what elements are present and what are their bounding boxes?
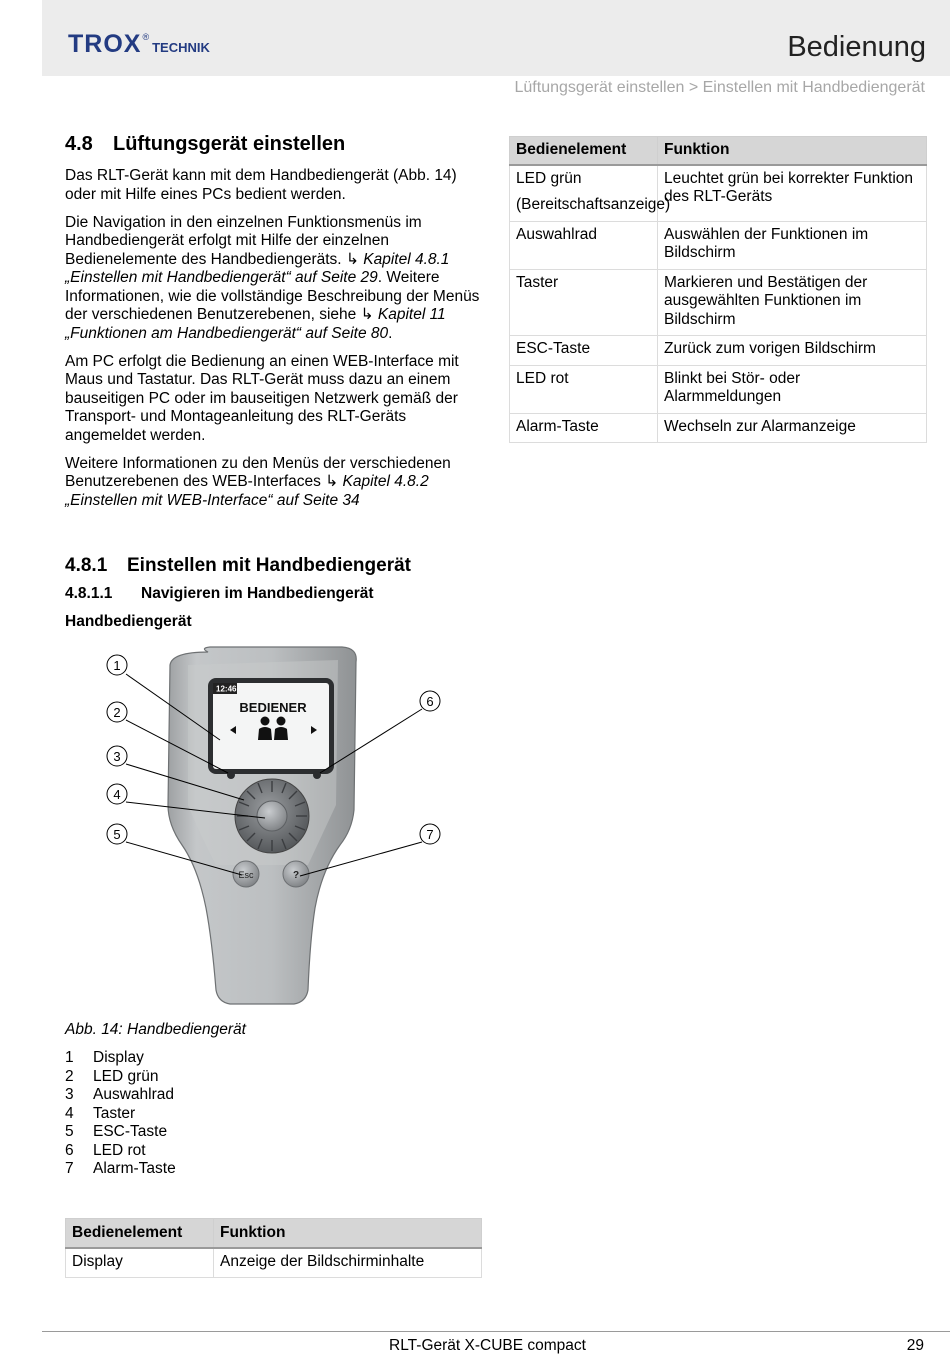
column-header: Funktion: [658, 137, 927, 165]
column-header: Funktion: [214, 1219, 482, 1248]
chapter-title: Bedienung: [787, 31, 926, 63]
paragraph: Am PC erfolgt die Bedienung an einen WEB-Interface mit Maus und Tastatur. Das RLT-Gerät muss dazu an einem bauseitigen PC oder im bauseitigen Netzwerk gemäß der Transport- und Montageanleitung des RLT-Geräts angemeldet werden.: [65, 352, 459, 444]
push-button: [257, 801, 287, 831]
callout-label-3: 3: [113, 749, 121, 764]
subsubsection-title: Navigieren im Handbediengerät: [141, 585, 374, 602]
controls-function-table: [509, 136, 927, 443]
table-cell: Zurück zum vorigen Bildschirm: [658, 336, 927, 366]
table-row: [510, 221, 927, 269]
table-cell: Markieren und Bestätigen der ausgewählten Funktionen im Bildschirm: [658, 269, 927, 336]
reference-arrow-icon: ↳: [360, 306, 374, 323]
table-cell: Wechseln zur Alarmanzeige: [658, 413, 927, 443]
legend-item: 4 Taster: [65, 1104, 136, 1122]
subsection-number: 4.8.1: [65, 555, 108, 576]
table-header-row: [510, 137, 927, 165]
logo-registered-mark: ®: [142, 32, 150, 42]
trox-logo: [68, 30, 210, 59]
screen-time-text: 12:46: [216, 684, 237, 694]
callout-label-6: 6: [426, 694, 434, 709]
table-cell: Alarm-Taste: [510, 413, 658, 443]
display-function-table: [65, 1218, 482, 1278]
callout-label-4: 4: [113, 787, 121, 802]
column-header: Bedienelement: [510, 137, 658, 165]
table-row: [66, 1248, 482, 1278]
legend-item: 2 LED grün: [65, 1067, 159, 1085]
footer-divider: [42, 1331, 950, 1332]
section-heading: [65, 133, 345, 156]
table-cell: Leuchtet grün bei korrekter Funktion des RLT-Geräts: [658, 165, 927, 222]
table-cell: ESC-Taste: [510, 336, 658, 366]
table-cell: Blinkt bei Stör- oder Alarmmeldungen: [658, 365, 927, 413]
legend-item: 3 Auswahlrad: [65, 1086, 174, 1103]
table-row: [510, 365, 927, 413]
section-title: Lüftungsgerät einstellen: [113, 133, 346, 155]
subsection-heading: [65, 555, 411, 577]
legend-item: 6 LED rot: [65, 1141, 146, 1159]
table-cell: LED rot: [510, 365, 658, 413]
table-cell: Taster: [510, 269, 658, 336]
table-header-row: [66, 1219, 482, 1248]
table-cell: Auswahlrad: [510, 221, 658, 269]
table-row: [510, 269, 927, 336]
reference-arrow-icon: ↳: [325, 473, 339, 490]
legend-item: 5 ESC-Taste: [65, 1123, 168, 1140]
cross-reference-link[interactable]: ↳ Kapitel 4.8.2 „Einstellen mit WEB-Interface“ auf Seite 34: [65, 473, 429, 509]
table-cell: Auswählen der Funktionen im Bildschirm: [658, 221, 927, 269]
subsubsection-number: 4.8.1.1: [65, 585, 113, 602]
column-header: Bedienelement: [66, 1219, 214, 1248]
subsection-title: Einstellen mit Handbediengerät: [127, 555, 411, 576]
esc-button-label: Esc: [238, 870, 254, 880]
figure-heading: Handbediengerät: [65, 613, 192, 630]
legend-item: 7 Alarm-Taste: [65, 1160, 176, 1177]
table-row: [510, 336, 927, 366]
alarm-button-label: ?: [292, 870, 300, 881]
cross-reference-link[interactable]: ↳ Kapitel 11 „Funktionen am Handbediengerät“ auf Seite 80: [65, 306, 446, 342]
table-cell: Display: [66, 1248, 214, 1278]
page-number: 29: [906, 1337, 924, 1354]
callout-label-1: 1: [113, 658, 121, 673]
subsubsection-heading: [65, 585, 374, 603]
paragraph: Das RLT-Gerät kann mit dem Handbediengerät (Abb. 14) oder mit Hilfe eines PCs bedient werden.: [65, 167, 457, 203]
reference-arrow-icon: ↳: [345, 250, 359, 268]
section-body: [65, 167, 490, 520]
led-red: [313, 771, 321, 779]
figure-legend: [65, 1049, 176, 1179]
footer-document-title: RLT-Gerät X-CUBE compact: [389, 1337, 586, 1354]
table-cell: Anzeige der Bildschirminhalte: [214, 1248, 482, 1278]
led-green: [227, 771, 235, 779]
figure-caption: Abb. 14: Handbediengerät: [65, 1021, 246, 1038]
logo-text: TROX: [68, 30, 142, 58]
breadcrumb: Lüftungsgerät einstellen > Einstellen mit Handbediengerät: [514, 79, 925, 96]
table-cell: LED grün (Bereitschaftsanzeige): [510, 165, 658, 222]
legend-item: 1 Display: [65, 1049, 144, 1066]
screen-label-text: BEDIENER: [239, 700, 307, 715]
table-row: [510, 165, 927, 222]
section-number: 4.8: [65, 133, 93, 155]
logo-subtext: TECHNIK: [152, 40, 210, 55]
callout-label-5: 5: [113, 827, 121, 842]
callout-label-7: 7: [426, 827, 434, 842]
paragraph: Die Navigation in den einzelnen Funktionsmenüs im Handbediengerät erfolgt mit Hilfe der einzelnen Bedienelemente des Handbediengeräts. ↳ Kapitel 4.8.1 „Einstellen mit Handbediengerät“ auf Seite 29. Weitere Informationen, wie die vollständige Beschreibung der Menüs der verschiedenen Benutzerebenen, siehe ↳ Kapitel 11 „Funktionen am Handbediengerät“ auf Seite 80.: [65, 213, 480, 342]
display-screen: [213, 683, 329, 769]
table-row: [510, 413, 927, 443]
paragraph: Weitere Informationen zu den Menüs der verschiedenen Benutzerebenen des WEB-Interfaces ↳ Kapitel 4.8.2 „Einstellen mit WEB-Interface“ auf Seite 34: [65, 454, 451, 509]
cross-reference-link[interactable]: ↳ Kapitel 4.8.1 „Einstellen mit Handbediengerät“ auf Seite 29: [65, 250, 450, 286]
callout-label-2: 2: [113, 705, 121, 720]
hand-control-unit-figure: [60, 640, 480, 1020]
